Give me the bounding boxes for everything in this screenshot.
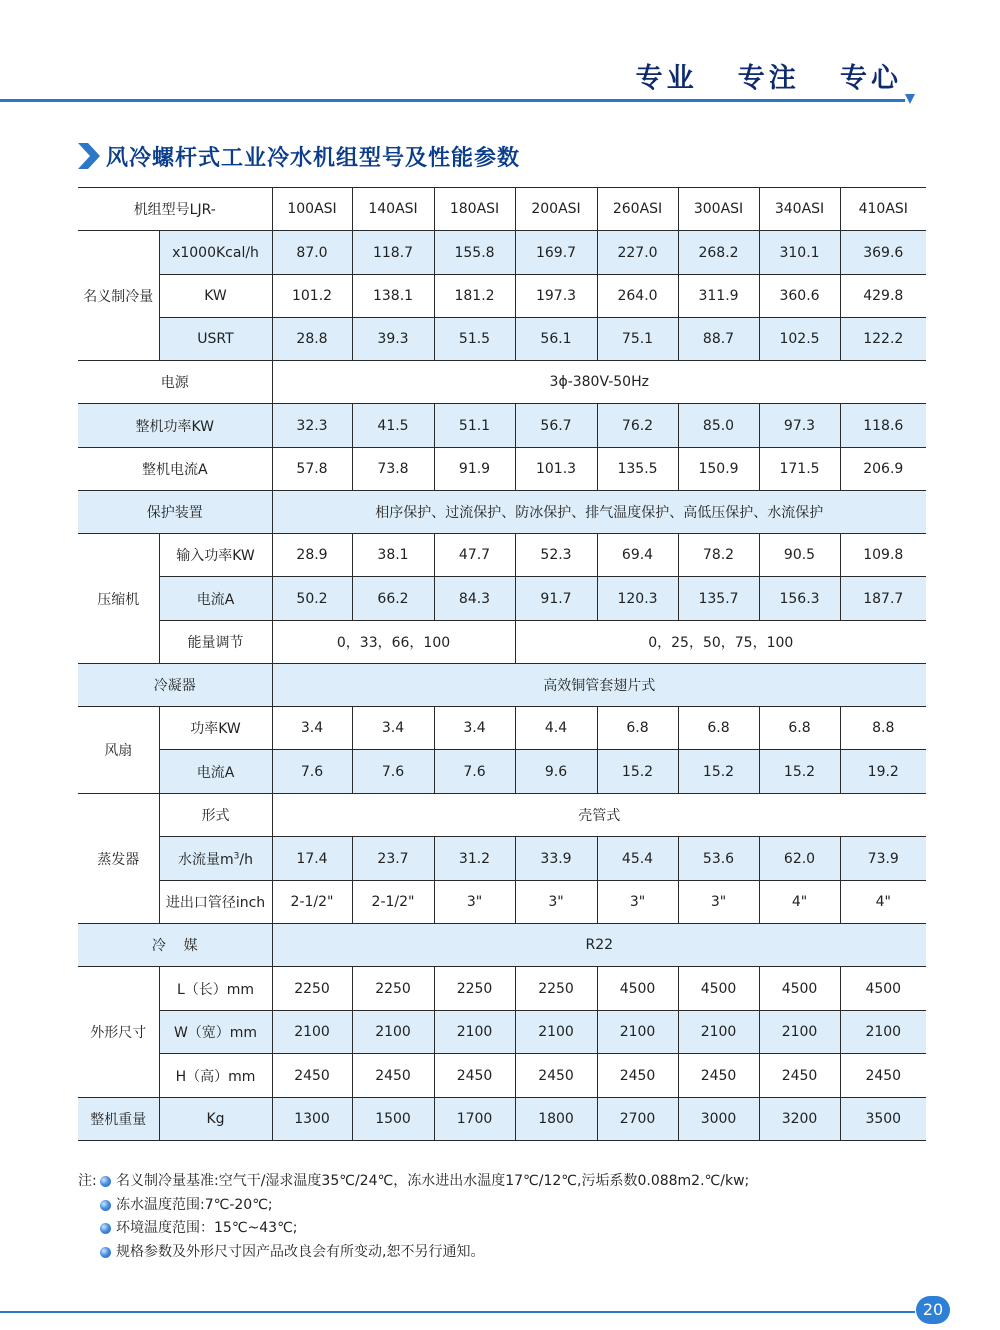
value-cell: 2-1/2" xyxy=(272,881,352,924)
value-cell: 62.0 xyxy=(759,837,840,881)
value-cell: 2450 xyxy=(352,1054,434,1098)
value-cell: 150.9 xyxy=(678,448,759,491)
table-row xyxy=(78,231,926,275)
notes xyxy=(78,1170,749,1264)
value-cell: 429.8 xyxy=(840,275,926,318)
table-row xyxy=(78,404,926,448)
slogan: 专业 专注 专心 xyxy=(635,63,902,94)
value-cell: 2100 xyxy=(597,1011,678,1054)
value-cell: 97.3 xyxy=(759,404,840,448)
note-text: 名义制冷量基准:空气干/湿求温度35℃/24℃，冻水进出水温度17℃/12℃,污垢系数0.088m2.℃/kw; xyxy=(116,1173,750,1189)
value-cell: 101.2 xyxy=(272,275,352,318)
value-cell: 66.2 xyxy=(352,577,434,621)
note-text: 环境温度范围：15℃~43℃; xyxy=(116,1220,298,1236)
value-cell: 3000 xyxy=(678,1098,759,1141)
value-cell: 51.5 xyxy=(434,318,515,361)
sub-label: 电流A xyxy=(159,577,272,621)
value-cell: 50.2 xyxy=(272,577,352,621)
table-row xyxy=(78,621,926,664)
value-cell: 15.2 xyxy=(678,750,759,794)
value-cell: 9.6 xyxy=(515,750,597,794)
note-item xyxy=(78,1194,749,1218)
group-label: 风扇 xyxy=(104,743,133,759)
model-cell: 410ASI xyxy=(840,188,926,231)
value-cell: 2100 xyxy=(840,1011,926,1054)
model-cell: 100ASI xyxy=(272,188,352,231)
merged-value-cell: 0，33，66，100 xyxy=(272,621,515,664)
value-cell: 268.2 xyxy=(678,231,759,275)
value-cell: 45.4 xyxy=(597,837,678,881)
value-cell: 39.3 xyxy=(352,318,434,361)
table-row xyxy=(78,275,926,318)
value-cell: 2450 xyxy=(272,1054,352,1098)
value-cell: 118.6 xyxy=(840,404,926,448)
table-row xyxy=(78,967,926,1011)
sub-label: L（长）mm xyxy=(159,967,272,1011)
value-cell: 2100 xyxy=(272,1011,352,1054)
sub-label-sup: 3 xyxy=(233,850,240,861)
sub-label: 进出口管径inch xyxy=(159,881,272,924)
table-row xyxy=(78,664,926,707)
value-cell: 88.7 xyxy=(678,318,759,361)
value-cell: 2700 xyxy=(597,1098,678,1141)
value-cell: 32.3 xyxy=(272,404,352,448)
sub-label: x1000Kcal/h xyxy=(159,231,272,275)
value-cell: 2450 xyxy=(434,1054,515,1098)
value-cell: 7.6 xyxy=(272,750,352,794)
model-cell: 140ASI xyxy=(352,188,434,231)
value-cell: 135.7 xyxy=(678,577,759,621)
value-cell: 155.8 xyxy=(434,231,515,275)
value-cell: 187.7 xyxy=(840,577,926,621)
value-cell: 3" xyxy=(597,881,678,924)
note-item xyxy=(78,1241,749,1265)
value-cell: 47.7 xyxy=(434,534,515,577)
sub-label-main: 水流量m xyxy=(178,851,234,868)
value-cell: 3.4 xyxy=(352,707,434,750)
value-cell: 91.9 xyxy=(434,448,515,491)
sub-label-tail: /h xyxy=(239,851,253,868)
value-cell: 15.2 xyxy=(759,750,840,794)
value-cell: 135.5 xyxy=(597,448,678,491)
value-cell: 23.7 xyxy=(352,837,434,881)
table-row xyxy=(78,318,926,361)
value-cell: 122.2 xyxy=(840,318,926,361)
table-row xyxy=(78,924,926,967)
value-cell: 56.1 xyxy=(515,318,597,361)
value-cell: 102.5 xyxy=(759,318,840,361)
value-cell: 360.6 xyxy=(759,275,840,318)
note-item xyxy=(78,1217,749,1241)
value-cell: 4.4 xyxy=(515,707,597,750)
table-row xyxy=(78,534,926,577)
value-cell: 2250 xyxy=(515,967,597,1011)
value-cell: 2100 xyxy=(352,1011,434,1054)
group-label: 蒸发器 xyxy=(97,851,140,868)
value-cell: 369.6 xyxy=(840,231,926,275)
value-cell: 310.1 xyxy=(759,231,840,275)
merged-value-cell: 壳管式 xyxy=(272,794,926,837)
value-cell: 31.2 xyxy=(434,837,515,881)
value-cell: 75.1 xyxy=(597,318,678,361)
value-cell: 90.5 xyxy=(759,534,840,577)
value-cell: 78.2 xyxy=(678,534,759,577)
value-cell: 17.4 xyxy=(272,837,352,881)
sub-label: 输入功率KW xyxy=(159,534,272,577)
sub-label: 电流A xyxy=(159,750,272,794)
value-cell: 138.1 xyxy=(352,275,434,318)
spec-table xyxy=(78,187,926,1141)
value-cell: 2450 xyxy=(759,1054,840,1098)
value-cell: 4500 xyxy=(840,967,926,1011)
value-cell: 4" xyxy=(840,881,926,924)
sub-label: USRT xyxy=(159,318,272,361)
value-cell: 2100 xyxy=(759,1011,840,1054)
sub-label: Kg xyxy=(159,1098,272,1141)
page-title: 风冷螺杆式工业冷水机组型号及性能参数 xyxy=(106,145,521,171)
notes-prefix: 注: xyxy=(78,1173,97,1189)
value-cell: 15.2 xyxy=(597,750,678,794)
value-cell: 8.8 xyxy=(840,707,926,750)
sub-label: 功率KW xyxy=(159,707,272,750)
value-cell: 206.9 xyxy=(840,448,926,491)
value-cell: 181.2 xyxy=(434,275,515,318)
value-cell: 53.6 xyxy=(678,837,759,881)
value-cell: 73.8 xyxy=(352,448,434,491)
value-cell: 3" xyxy=(434,881,515,924)
value-cell: 4500 xyxy=(759,967,840,1011)
value-cell: 38.1 xyxy=(352,534,434,577)
value-cell: 76.2 xyxy=(597,404,678,448)
value-cell: 2250 xyxy=(272,967,352,1011)
value-cell: 57.8 xyxy=(272,448,352,491)
merged-value-cell: 0，25，50，75，100 xyxy=(515,621,926,664)
value-cell: 28.8 xyxy=(272,318,352,361)
table-row xyxy=(78,1054,926,1098)
value-cell: 4500 xyxy=(597,967,678,1011)
table-row xyxy=(78,794,926,837)
sub-label: 形式 xyxy=(159,794,272,837)
model-cell: 300ASI xyxy=(678,188,759,231)
value-cell: 197.3 xyxy=(515,275,597,318)
value-cell: 91.7 xyxy=(515,577,597,621)
value-cell: 3.4 xyxy=(272,707,352,750)
sub-label: W（宽）mm xyxy=(159,1011,272,1054)
value-cell: 118.7 xyxy=(352,231,434,275)
bottom-rule xyxy=(0,1311,915,1313)
merged-value-cell: R22 xyxy=(272,924,926,967)
section-heading xyxy=(76,138,520,174)
value-cell: 2450 xyxy=(597,1054,678,1098)
model-cell: 340ASI xyxy=(759,188,840,231)
value-cell: 2450 xyxy=(678,1054,759,1098)
value-cell: 87.0 xyxy=(272,231,352,275)
value-cell: 2450 xyxy=(840,1054,926,1098)
sub-label: 能量调节 xyxy=(159,621,272,664)
value-cell: 171.5 xyxy=(759,448,840,491)
table-row xyxy=(78,1011,926,1054)
row-label: 冷 媒 xyxy=(78,924,272,967)
value-cell: 2100 xyxy=(515,1011,597,1054)
value-cell: 85.0 xyxy=(678,404,759,448)
table-row xyxy=(78,448,926,491)
table-row xyxy=(78,1098,926,1141)
value-cell: 28.9 xyxy=(272,534,352,577)
bullet-icon xyxy=(100,1223,111,1234)
chevron-right-icon xyxy=(76,141,102,171)
model-label: 机组型号LJR- xyxy=(133,202,216,218)
value-cell: 3" xyxy=(515,881,597,924)
value-cell: 4" xyxy=(759,881,840,924)
bullet-icon xyxy=(100,1176,111,1187)
note-item xyxy=(78,1170,749,1194)
sub-label: KW xyxy=(159,275,272,318)
value-cell: 6.8 xyxy=(759,707,840,750)
table-header-row xyxy=(78,188,926,231)
value-cell: 7.6 xyxy=(434,750,515,794)
value-cell: 41.5 xyxy=(352,404,434,448)
value-cell: 1700 xyxy=(434,1098,515,1141)
value-cell: 2100 xyxy=(678,1011,759,1054)
merged-value-cell: 高效铜管套翅片式 xyxy=(272,664,926,707)
bullet-icon xyxy=(100,1247,111,1258)
model-cell: 260ASI xyxy=(597,188,678,231)
value-cell: 52.3 xyxy=(515,534,597,577)
row-label: 冷凝器 xyxy=(78,664,272,707)
value-cell: 33.9 xyxy=(515,837,597,881)
page-number: 20 xyxy=(916,1296,950,1324)
value-cell: 2450 xyxy=(515,1054,597,1098)
table-row xyxy=(78,881,926,924)
group-label: 外形尺寸 xyxy=(90,1025,147,1041)
row-label: 整机功率KW xyxy=(78,404,272,448)
note-text: 规格参数及外形尺寸因产品改良会有所变动,恕不另行通知。 xyxy=(116,1243,485,1260)
model-cell: 200ASI xyxy=(515,188,597,231)
note-text: 冻水温度范围:7℃-20℃; xyxy=(116,1196,273,1213)
value-cell: 169.7 xyxy=(515,231,597,275)
row-label: 电源 xyxy=(160,375,189,391)
value-cell: 69.4 xyxy=(597,534,678,577)
group-label: 名义制冷量 xyxy=(83,288,154,305)
top-rule xyxy=(0,99,905,102)
table-row xyxy=(78,361,926,404)
table-row xyxy=(78,750,926,794)
value-cell: 2-1/2" xyxy=(352,881,434,924)
value-cell: 120.3 xyxy=(597,577,678,621)
merged-value-cell: 相序保护、过流保护、防冰保护、排气温度保护、高低压保护、水流保护 xyxy=(272,491,926,534)
model-cell: 180ASI xyxy=(434,188,515,231)
value-cell: 7.6 xyxy=(352,750,434,794)
bullet-icon xyxy=(100,1200,111,1211)
value-cell: 2250 xyxy=(434,967,515,1011)
table-row xyxy=(78,491,926,534)
value-cell: 264.0 xyxy=(597,275,678,318)
value-cell: 84.3 xyxy=(434,577,515,621)
value-cell: 1800 xyxy=(515,1098,597,1141)
value-cell: 73.9 xyxy=(840,837,926,881)
table-row xyxy=(78,837,926,881)
value-cell: 1300 xyxy=(272,1098,352,1141)
top-rule-end xyxy=(905,94,915,104)
merged-value-cell: 3ϕ-380V-50Hz xyxy=(272,361,926,404)
group-label: 压缩机 xyxy=(97,591,140,608)
value-cell: 311.9 xyxy=(678,275,759,318)
row-label: 整机电流A xyxy=(141,462,208,478)
sub-label: H（高）mm xyxy=(159,1054,272,1098)
value-cell: 2100 xyxy=(434,1011,515,1054)
row-label: 保护装置 xyxy=(78,491,272,534)
value-cell: 101.3 xyxy=(515,448,597,491)
value-cell: 19.2 xyxy=(840,750,926,794)
value-cell: 51.1 xyxy=(434,404,515,448)
value-cell: 6.8 xyxy=(678,707,759,750)
value-cell: 3" xyxy=(678,881,759,924)
value-cell: 156.3 xyxy=(759,577,840,621)
value-cell: 3200 xyxy=(759,1098,840,1141)
value-cell: 3500 xyxy=(840,1098,926,1141)
value-cell: 4500 xyxy=(678,967,759,1011)
table-row xyxy=(78,707,926,750)
value-cell: 3.4 xyxy=(434,707,515,750)
value-cell: 6.8 xyxy=(597,707,678,750)
sub-label xyxy=(159,837,272,881)
value-cell: 1500 xyxy=(352,1098,434,1141)
value-cell: 227.0 xyxy=(597,231,678,275)
table-row xyxy=(78,577,926,621)
value-cell: 2250 xyxy=(352,967,434,1011)
value-cell: 56.7 xyxy=(515,404,597,448)
value-cell: 109.8 xyxy=(840,534,926,577)
group-label: 整机重量 xyxy=(78,1098,159,1141)
